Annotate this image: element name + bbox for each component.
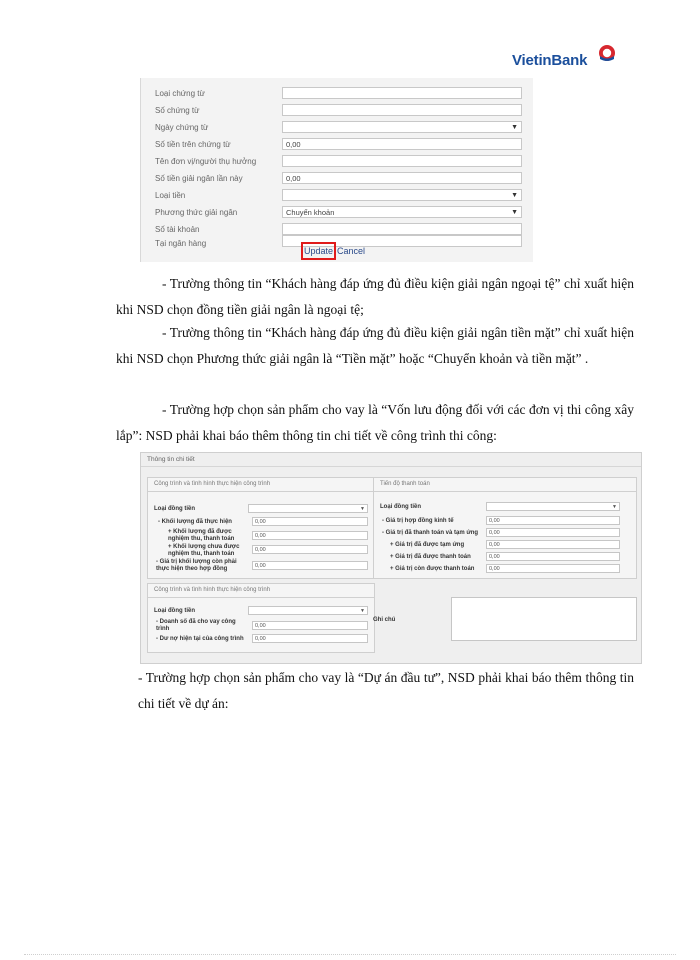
chevron-down-icon[interactable]: ▼ [612,504,617,510]
contract-value-input[interactable]: 0,00 [486,516,620,525]
field-label: - Doanh số đã cho vay công trình [156,619,236,632]
beneficiary-input[interactable] [282,155,522,167]
currency-label: Loại đồng tiền [154,506,195,512]
field-label: Tại ngân hàng [155,239,207,248]
field-label: Loại chứng từ [155,89,205,98]
field-label: Ngày chứng từ [155,123,209,132]
disbursement-amount-input[interactable]: 0,00 [282,172,522,184]
field-label: + Giá trị đã được tạm ứng [390,542,465,548]
loan-turnover-input[interactable]: 0,00 [252,621,368,630]
field-label: - Dư nợ hiện tại của công trình [156,636,244,642]
currency-select[interactable] [282,189,522,201]
form-row-document-amount [141,137,533,154]
note-textarea[interactable] [451,597,637,641]
panel-title: Công trình và tình hình thực hiện công trình [154,481,271,487]
currency-select[interactable] [248,504,368,513]
currency-select[interactable] [486,502,620,511]
field-label: - Giá trị hợp đồng kinh tế [382,518,454,524]
divider [148,597,374,598]
paragraph-construction-note: - Trường hợp chọn sản phẩm cho vay là “Vốn lưu động đối với các đơn vị thi công xây lắp”: NSD phải khai báo thêm thông tin chi tiết về công trình thi công: [116,402,634,443]
advanced-value-input[interactable]: 0,00 [486,540,620,549]
field-label: Số tài khoản [155,225,200,234]
chevron-down-icon[interactable]: ▼ [511,209,518,216]
divider [148,491,374,492]
form-row-document-number [141,103,533,120]
field-label: - Giá trị khối lượng còn phải thực hiện theo hợp đồng [156,559,237,572]
paid-value-input[interactable]: 0,00 [486,552,620,561]
paragraph-investment-project-note: - Trường hợp chọn sản phẩm cho vay là “Dự án đầu tư”, NSD phải khai báo thêm thông tin chi tiết về dự án: [138,670,634,711]
field-label: + Giá trị đã được thanh toán [390,554,471,560]
outstanding-debt-input[interactable]: 0,00 [252,634,368,643]
field-label: - Giá trị đã thanh toán và tạm ứng [382,530,479,536]
panel-title: Tiến độ thanh toán [380,481,430,487]
document-type-input[interactable] [282,87,522,99]
cancel-button[interactable]: Cancel [337,246,366,256]
field-label: + Giá trị còn được thanh toán [390,566,475,572]
field-label: + Khối lượng chưa được nghiệm thu, thanh toán [168,544,240,557]
field-label: + Khối lượng đã được nghiệm thu, thanh toán [168,529,235,542]
form-row-document-date [141,120,533,137]
paid-advanced-input[interactable]: 0,00 [486,528,620,537]
disbursement-method-select[interactable] [282,206,522,218]
field-label: - Khối lượng đã thực hiện [158,519,232,525]
logo-text: VietinBank [512,52,588,69]
remaining-payment-input[interactable]: 0,00 [486,564,620,573]
field-label: Số tiền trên chứng từ [155,140,231,149]
document-number-input[interactable] [282,104,522,116]
remaining-volume-input[interactable]: 0,00 [252,561,368,570]
form-row-beneficiary [141,154,533,171]
panel-title: Công trình và tình hình thực hiện công trình [154,587,271,593]
construction-detail-form-screenshot [140,452,642,664]
currency-label: Loại đồng tiền [154,608,195,614]
account-number-input[interactable] [282,223,522,235]
field-label: Loại tiền [155,191,186,200]
footer-divider [24,954,676,955]
field-value: Chuyển khoản [286,208,335,217]
field-label: Số tiền giải ngân lần này [155,174,243,183]
paragraph-cash-note: - Trường thông tin “Khách hàng đáp ứng đủ điều kiện giải ngân tiền mặt” chỉ xuất hiện khi NSD chọn Phương thức giải ngân là “Tiền mặt” hoặc “Chuyển khoản và tiền mặt” . [116,325,634,366]
update-button[interactable]: Update [301,242,336,260]
accepted-volume-input[interactable]: 0,00 [252,531,368,540]
form-row-currency [141,188,533,205]
form-row-disbursement-method [141,205,533,222]
document-amount-input[interactable]: 0,00 [282,138,522,150]
vietinbank-logo [512,40,620,76]
chevron-down-icon[interactable]: ▼ [511,192,518,199]
currency-select[interactable] [248,606,368,615]
disbursement-form-screenshot [140,78,533,262]
panel-construction-progress [147,477,375,579]
panel-construction-loans [147,583,375,653]
document-date-select[interactable] [282,121,522,133]
logo-mark-icon [598,44,616,62]
panel-payment-progress [373,477,637,579]
paragraph-foreign-currency-note: - Trường thông tin “Khách hàng đáp ứng đủ điều kiện giải ngân ngoại tệ” chỉ xuất hiện khi NSD chọn đồng tiền giải ngân là ngoại tệ; [116,276,634,317]
chevron-down-icon[interactable]: ▼ [360,506,365,512]
currency-label: Loại đồng tiền [380,504,421,510]
field-label: Số chứng từ [155,106,200,115]
form-row-disbursement-amount [141,171,533,188]
unaccepted-volume-input[interactable]: 0,00 [252,545,368,554]
field-label: Phương thức giải ngân [155,208,238,217]
form-actions [301,242,365,260]
chevron-down-icon[interactable]: ▼ [360,608,365,614]
form-row-document-type [141,86,533,103]
field-label: Tên đơn vị/người thụ hưởng [155,157,257,166]
note-label: Ghi chú [373,617,396,623]
completed-volume-input[interactable]: 0,00 [252,517,368,526]
divider [374,491,636,492]
form-header: Thông tin chi tiết [141,453,641,467]
chevron-down-icon[interactable]: ▼ [511,124,518,131]
